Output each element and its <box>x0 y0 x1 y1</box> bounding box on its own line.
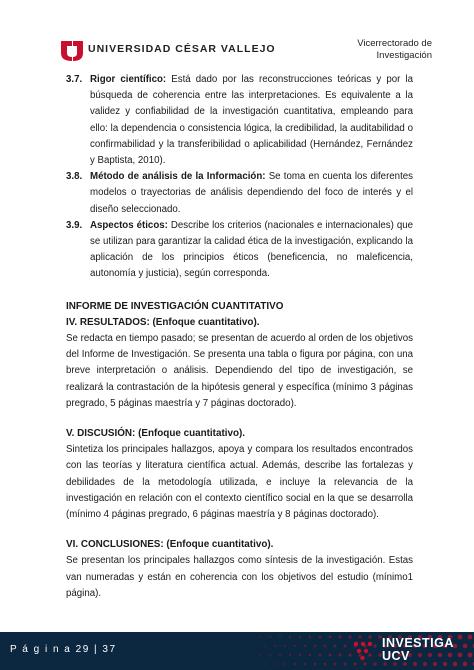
decor-dot <box>259 636 261 638</box>
item-number: 3.8. <box>66 171 83 183</box>
investiga-ucv-logo <box>382 637 454 663</box>
item-description: Está dado por las reconstrucciones teóricas y por la búsqueda de coherencia entre las interpretaciones. Es equivalente a la validez y confiabilidad de la investigación cuantitativa, empleando para ello: la dependencia o consistencia lógica, la credibilidad, la auditabilidad o confirmabilidad y la transferibilidad o aplicabilidad (Hernández, Fernández y Baptista, 2010). <box>90 74 413 167</box>
decor-dot <box>294 663 296 665</box>
item-text <box>90 169 413 218</box>
section-text-resultados: Se redacta en tiempo pasado; se presentan de acuerdo al orden de los objetivos del Informe de Investigación. Se presenta una tabla o figura por página, con una breve interpretación o análisis. Dependiendo del tipo de investigación, se realizará la contrastación de la hipótesis general y específica (mínimo 3 páginas pregrado, 5 páginas maestría y 7 páginas doctorado). <box>66 333 413 409</box>
brand-line-2: UCV <box>382 649 410 663</box>
decor-dot <box>264 663 266 665</box>
decor-dot <box>458 635 463 640</box>
section-heading-conclusiones: VI. CONCLUSIONES: (Enfoque cuantitativo). <box>66 539 274 551</box>
decor-dot <box>329 654 332 657</box>
decor-dot <box>289 654 291 656</box>
decor-dot <box>259 654 261 656</box>
decor-dot <box>299 636 301 638</box>
decor-dot <box>309 636 312 639</box>
decor-dot <box>458 653 463 658</box>
decor-dot <box>264 645 266 647</box>
item-description: Describe los criterios (nacionales e internacionales) que se utilizan para garantizar la calidad ética de la investigación, explicando la aplicación de los principios éticos (beneficencia, no maleficencia, autonomía y justicia), según corresponda. <box>90 219 413 280</box>
item-text <box>90 218 413 283</box>
decor-dot <box>269 654 271 656</box>
section-text-conclusiones: Se presentan los principales hallazgos como síntesis de la investigación. Estas van numeradas y están en coherencia con los objetivos del estudio (mínimo1 página). <box>66 555 413 599</box>
decor-dot <box>319 636 322 639</box>
decor-dot <box>274 663 276 665</box>
brand-line-1: INVESTIGA <box>382 636 454 650</box>
decor-dot <box>324 645 327 648</box>
item-3-7 <box>66 72 413 169</box>
vice-line-1: Vicerrectorado de <box>357 38 432 49</box>
item-description: Se toma en cuenta los diferentes modelos o trayectorias de análisis dependiendo del foco de interés y el diseño seleccionado. <box>90 171 413 215</box>
item-number: 3.9. <box>66 219 83 231</box>
vicerrectorado-label <box>357 38 432 62</box>
investiga-mark-icon <box>350 639 376 663</box>
section-heading-resultados: IV. RESULTADOS: (Enfoque cuantitativo). <box>66 316 260 328</box>
decor-dot <box>468 653 473 658</box>
decor-dot <box>279 654 281 656</box>
decor-dot <box>324 663 327 666</box>
decor-dot <box>284 645 286 647</box>
decor-dot <box>344 645 347 648</box>
decor-dot <box>304 645 306 647</box>
report-title: INFORME DE INVESTIGACIÓN CUANTITATIVO <box>66 300 284 312</box>
item-title: Método de análisis de la Información: <box>90 171 266 183</box>
decor-dot <box>334 663 337 666</box>
decor-dot <box>269 636 271 638</box>
decor-dot <box>274 645 276 647</box>
item-number: 3.7. <box>66 74 83 85</box>
decor-dot <box>334 645 337 648</box>
decor-dot <box>314 663 317 666</box>
decor-dot <box>463 662 468 667</box>
item-title: Rigor científico: <box>90 74 167 85</box>
item-text <box>90 72 413 169</box>
decor-dot <box>304 663 306 665</box>
ucv-logo-icon <box>60 38 84 62</box>
decor-dot <box>314 645 317 648</box>
section-text-discusion: Sintetiza los principales hallazgos, apoya y compara los resultados encontrados con las teorías y literatura científica actual. Además, describe las fortalezas y debilidades de la metodología utilizada, e incluye la relevancia de la investigación en relación con el contexto científico social en la que se desarrolla (mínimo 4 páginas pregrado, 6 páginas maestría y 8 páginas doctorado). <box>66 444 413 521</box>
vice-line-2: Investigación <box>376 50 432 61</box>
page-number: P á g i n a 29 | 37 <box>10 644 117 655</box>
item-title: Aspectos éticos: <box>90 219 168 231</box>
decor-dot <box>339 636 342 639</box>
decor-dot <box>339 654 342 657</box>
decor-dot <box>309 654 312 657</box>
decor-dot <box>329 636 332 639</box>
decor-dot <box>463 644 468 649</box>
decor-dot <box>344 663 347 666</box>
decor-dot <box>319 654 322 657</box>
university-name: UNIVERSIDAD CÉSAR VALLEJO <box>88 43 276 55</box>
item-3-9 <box>66 218 413 283</box>
item-3-8 <box>66 169 413 218</box>
document-body <box>66 72 413 602</box>
section-heading-discusion: V. DISCUSIÓN: (Enfoque cuantitativo). <box>66 428 246 440</box>
page-footer <box>0 632 474 670</box>
decor-dot <box>279 636 281 638</box>
decor-dot <box>294 645 296 647</box>
decor-dot <box>289 636 291 638</box>
decor-dot <box>468 635 473 640</box>
decor-dot <box>299 654 301 656</box>
page-header <box>0 0 474 72</box>
decor-dot <box>284 663 286 665</box>
